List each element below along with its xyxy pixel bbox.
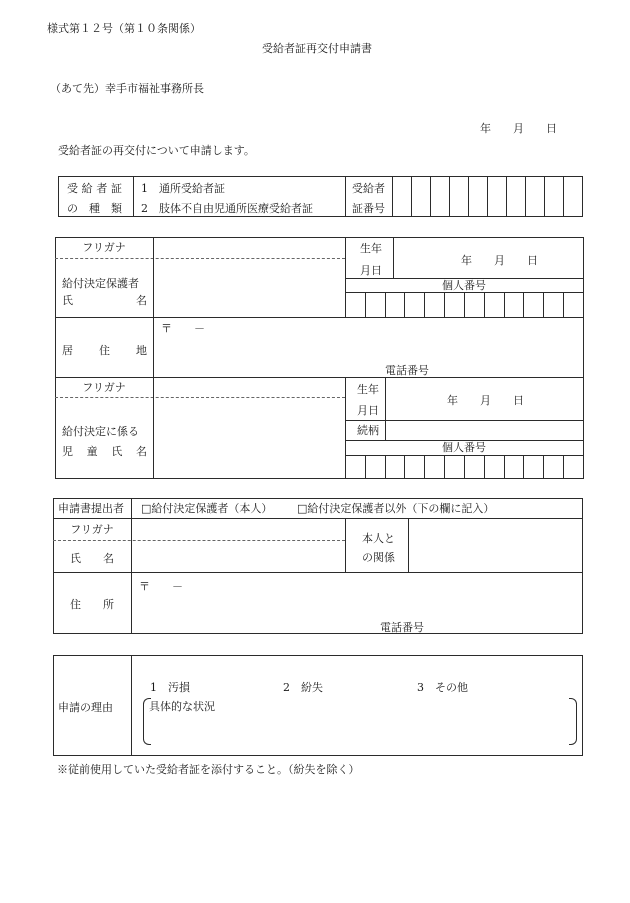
child-my-number-boxes xyxy=(345,456,583,478)
submitter-furigana-label: フリガナ xyxy=(70,523,114,536)
child-my-number-digit-box[interactable] xyxy=(543,456,563,478)
guardian-my-number-digit-box[interactable] xyxy=(424,293,444,317)
form-title: 受給者証再交付申請書 xyxy=(262,42,372,55)
column-rule xyxy=(345,518,346,572)
certificate-number-label: 証番号 xyxy=(352,202,385,215)
certificate-number-digit-box[interactable] xyxy=(392,177,411,216)
column-rule xyxy=(131,655,132,755)
right-bracket xyxy=(569,698,577,745)
guardian-name-label: 氏 名 xyxy=(62,294,147,307)
certificate-type-option[interactable]: 2 肢体不自由児通所医療受給者証 xyxy=(141,202,313,215)
guardian-my-number-boxes xyxy=(345,293,583,317)
child-my-number-digit-box[interactable] xyxy=(484,456,504,478)
column-rule xyxy=(345,176,346,216)
postal-code-mark: 〒 － xyxy=(139,580,183,593)
reason-detail-label: 具体的な状況 xyxy=(149,700,215,713)
submitter-option-self-checkbox[interactable]: □給付決定保護者（本人） xyxy=(141,502,273,515)
guardian-my-number-digit-box[interactable] xyxy=(543,293,563,317)
child-relation-field[interactable] xyxy=(386,421,583,440)
submitter-label: 申請書提出者 xyxy=(58,502,124,515)
guardian-furigana-label: フリガナ xyxy=(82,241,126,254)
application-date: 年 月 日 xyxy=(480,122,557,135)
guardian-my-number-digit-box[interactable] xyxy=(484,293,504,317)
certificate-number-digit-box[interactable] xyxy=(468,177,487,216)
guardian-name-label: 給付決定保護者 xyxy=(62,277,139,290)
child-my-number-label: 個人番号 xyxy=(442,441,486,454)
submitter-relation-label: 本人と xyxy=(362,532,395,545)
submitter-relation-label: の関係 xyxy=(362,551,395,564)
certificate-type-label: 受 給 者 証 xyxy=(67,182,122,195)
guardian-my-number-digit-box[interactable] xyxy=(444,293,464,317)
guardian-my-number-digit-box[interactable] xyxy=(523,293,543,317)
child-birth-date: 年 月 日 xyxy=(447,394,524,407)
reason-option-other[interactable]: 3 その他 xyxy=(417,681,468,694)
reason-option-soiled[interactable]: 1 汚損 xyxy=(150,681,190,694)
guardian-my-number-digit-box[interactable] xyxy=(345,293,365,317)
residence-field[interactable] xyxy=(154,318,583,377)
certificate-number-digit-box[interactable] xyxy=(411,177,430,216)
certificate-number-digit-box[interactable] xyxy=(506,177,525,216)
submitter-name-field[interactable] xyxy=(132,541,345,572)
submitter-option-other-checkbox[interactable]: □給付決定保護者以外（下の欄に記入） xyxy=(297,502,495,515)
footer-note: ※従前使用していた受給者証を添付すること。（紛失を除く） xyxy=(57,763,360,776)
certificate-type-option[interactable]: 1 通所受給者証 xyxy=(141,182,225,195)
child-my-number-digit-box[interactable] xyxy=(523,456,543,478)
guardian-my-number-digit-box[interactable] xyxy=(504,293,524,317)
addressee: （あて先）幸手市福祉事務所長 xyxy=(50,82,204,95)
child-my-number-digit-box[interactable] xyxy=(563,456,583,478)
certificate-type-label: の 種 類 xyxy=(67,202,122,215)
guardian-my-number-digit-box[interactable] xyxy=(563,293,583,317)
guardian-my-number-digit-box[interactable] xyxy=(464,293,484,317)
column-rule xyxy=(133,176,134,216)
child-my-number-digit-box[interactable] xyxy=(365,456,385,478)
certificate-number-label: 受給者 xyxy=(352,182,385,195)
guardian-my-number-label: 個人番号 xyxy=(442,279,486,292)
child-my-number-digit-box[interactable] xyxy=(444,456,464,478)
child-my-number-digit-box[interactable] xyxy=(424,456,444,478)
form-number: 様式第１２号（第１０条関係） xyxy=(47,22,201,35)
guardian-name-field[interactable] xyxy=(154,259,345,317)
certificate-number-digit-box[interactable] xyxy=(544,177,563,216)
reason-option-lost[interactable]: 2 紛失 xyxy=(283,681,323,694)
guardian-my-number-digit-box[interactable] xyxy=(365,293,385,317)
certificate-number-digit-box[interactable] xyxy=(487,177,506,216)
child-birth-label: 生年 xyxy=(357,383,379,396)
certificate-number-digit-box[interactable] xyxy=(449,177,468,216)
child-my-number-digit-box[interactable] xyxy=(464,456,484,478)
phone-label: 電話番号 xyxy=(385,364,429,377)
guardian-furigana-field[interactable] xyxy=(154,238,345,258)
child-name-label: 児 童 氏 名 xyxy=(62,445,147,458)
reason-label: 申請の理由 xyxy=(58,701,113,714)
guardian-birth-date: 年 月 日 xyxy=(461,254,538,267)
submitter-furigana-field[interactable] xyxy=(132,519,345,540)
guardian-my-number-digit-box[interactable] xyxy=(404,293,424,317)
submitter-name-label: 氏 名 xyxy=(70,552,114,565)
residence-label: 居 住 地 xyxy=(62,344,147,357)
certificate-number-digit-box[interactable] xyxy=(430,177,449,216)
child-relation-label: 続柄 xyxy=(357,424,379,437)
guardian-my-number-digit-box[interactable] xyxy=(385,293,405,317)
certificate-number-boxes xyxy=(392,177,582,216)
child-name-field[interactable] xyxy=(154,398,345,478)
child-name-label: 給付決定に係る xyxy=(62,425,139,438)
submitter-relation-field[interactable] xyxy=(409,519,582,572)
postal-code-mark: 〒 － xyxy=(161,322,205,335)
guardian-birth-label: 生年 xyxy=(360,242,382,255)
child-my-number-digit-box[interactable] xyxy=(504,456,524,478)
child-my-number-digit-box[interactable] xyxy=(385,456,405,478)
certificate-number-digit-box[interactable] xyxy=(525,177,544,216)
child-furigana-field[interactable] xyxy=(154,378,345,397)
child-birth-label: 月日 xyxy=(357,404,379,417)
submitter-address-field[interactable] xyxy=(132,573,582,633)
guardian-birth-label: 月日 xyxy=(360,264,382,277)
certificate-number-digit-box[interactable] xyxy=(563,177,582,216)
child-furigana-label: フリガナ xyxy=(82,381,126,394)
child-my-number-digit-box[interactable] xyxy=(345,456,365,478)
submitter-address-label: 住 所 xyxy=(70,598,114,611)
intro-text: 受給者証の再交付について申請します。 xyxy=(58,144,255,157)
child-my-number-digit-box[interactable] xyxy=(404,456,424,478)
phone-label: 電話番号 xyxy=(380,621,424,634)
